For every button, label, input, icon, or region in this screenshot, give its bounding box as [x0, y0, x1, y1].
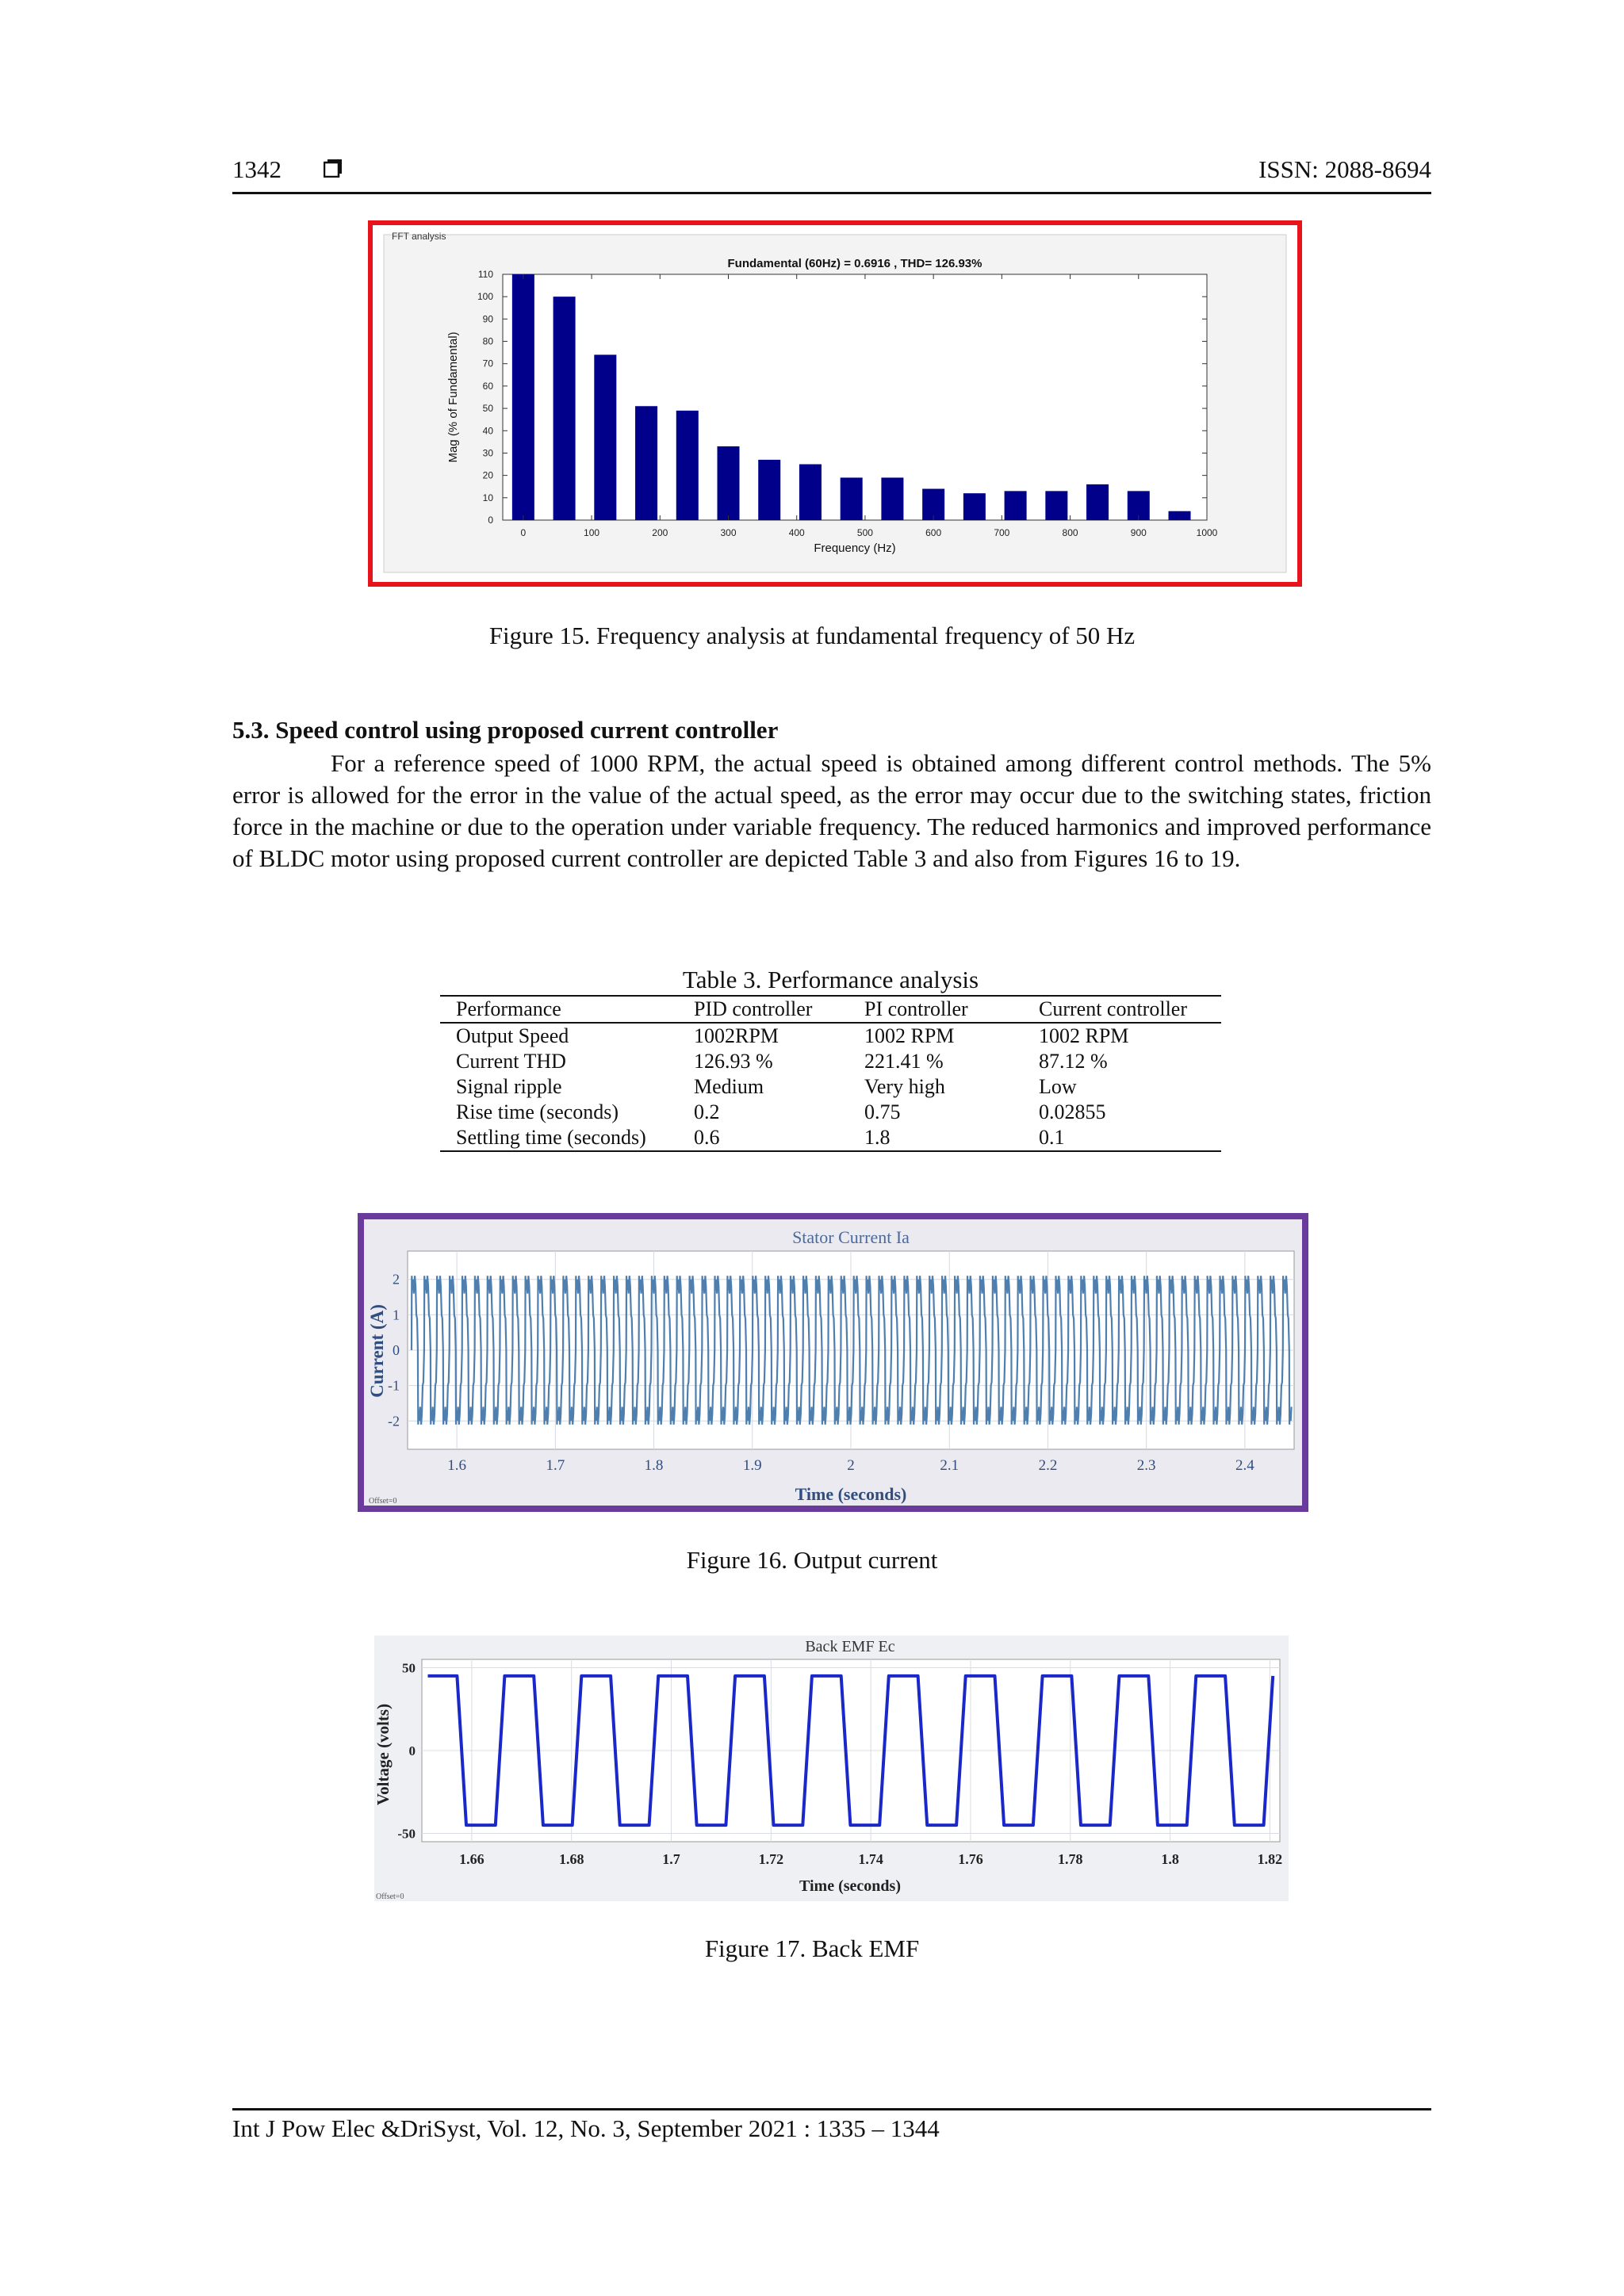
fft-y-tick-label: 0 — [488, 515, 493, 526]
table-cell: 126.93 % — [694, 1050, 773, 1073]
table-3-caption: Table 3. Performance analysis — [682, 966, 979, 993]
table-cell: Current THD — [456, 1050, 566, 1073]
table-cell: 0.02855 — [1039, 1100, 1106, 1123]
current-x-tick-label: 2 — [847, 1457, 855, 1474]
fft-y-tick-label: 60 — [482, 380, 493, 392]
table-cell: Medium — [694, 1075, 764, 1098]
stator-current-offset-label: Offset=0 — [369, 1497, 397, 1506]
emf-x-tick-label: 1.82 — [1257, 1851, 1283, 1867]
fft-bar — [963, 493, 986, 520]
page-number: 1342 — [232, 155, 282, 183]
fft-y-axis-label: Mag (% of Fundamental) — [446, 331, 460, 463]
emf-y-tick-label: 0 — [408, 1743, 416, 1758]
fft-bar — [512, 274, 534, 520]
fft-bar — [881, 477, 903, 520]
fft-y-tick-label: 30 — [482, 447, 493, 459]
fft-x-tick-label: 800 — [1062, 527, 1078, 538]
table-cell: 1002RPM — [694, 1024, 779, 1047]
table-row — [440, 1049, 1221, 1074]
current-x-tick-label: 2.4 — [1235, 1457, 1254, 1474]
table-cell: 0.6 — [694, 1126, 720, 1149]
emf-x-tick-label: 1.78 — [1058, 1851, 1083, 1867]
back-emf-offset-label: Offset=0 — [376, 1892, 404, 1901]
table-cell: Output Speed — [456, 1024, 569, 1047]
back-emf-x-label: Time (seconds) — [799, 1877, 901, 1895]
figure-16 — [358, 1213, 1308, 1512]
current-x-tick-label: 1.7 — [546, 1457, 565, 1474]
emf-x-tick-label: 1.74 — [858, 1851, 883, 1867]
back-emf-title: Back EMF Ec — [805, 1638, 895, 1655]
fft-bar — [676, 411, 699, 520]
fft-y-tick-label: 20 — [482, 469, 493, 481]
current-y-tick-label: 2 — [393, 1271, 400, 1288]
fft-bar — [1086, 484, 1109, 520]
fft-bar — [799, 465, 822, 520]
back-emf-chart — [374, 1636, 1289, 1901]
current-x-tick-label: 1.6 — [447, 1457, 466, 1474]
emf-x-tick-label: 1.76 — [958, 1851, 983, 1867]
emf-x-tick-label: 1.68 — [558, 1851, 584, 1867]
table-cell: 87.12 % — [1039, 1050, 1108, 1073]
table-header-cell: Performance — [456, 997, 561, 1020]
fft-x-tick-label: 600 — [925, 527, 942, 538]
fft-y-tick-label: 80 — [482, 335, 493, 347]
table-cell: Rise time (seconds) — [456, 1100, 619, 1123]
table-cell: 0.75 — [864, 1100, 901, 1123]
figure-17-caption: Figure 17. Back EMF — [704, 1934, 920, 1962]
section-body-paragraph — [232, 748, 1431, 874]
table-cell: Very high — [864, 1075, 945, 1098]
table-cell: Signal ripple — [456, 1075, 562, 1098]
back-emf-y-label: Voltage (volts) — [374, 1703, 393, 1806]
current-y-tick-label: 1 — [393, 1307, 400, 1323]
square-bullet-icon — [324, 159, 343, 178]
fft-bar — [1169, 511, 1191, 520]
figure-15 — [368, 220, 1302, 587]
table-header-cell: PID controller — [694, 997, 813, 1020]
current-x-tick-label: 1.8 — [644, 1457, 664, 1474]
emf-x-tick-label: 1.66 — [459, 1851, 485, 1867]
fft-x-tick-label: 400 — [788, 527, 805, 538]
footer-rule — [232, 2108, 1431, 2110]
figure-17 — [374, 1636, 1289, 1901]
figure-16-caption: Figure 16. Output current — [686, 1546, 938, 1574]
emf-x-tick-label: 1.72 — [758, 1851, 784, 1867]
fft-y-tick-label: 40 — [482, 425, 493, 437]
table-row — [440, 1074, 1221, 1100]
header-rule — [232, 192, 1431, 194]
stator-current-chart — [364, 1219, 1302, 1506]
fft-x-axis-label: Frequency (Hz) — [814, 541, 896, 555]
performance-table — [440, 995, 1221, 1152]
fft-y-tick-label: 110 — [477, 269, 493, 280]
table-cell: 1.8 — [864, 1126, 891, 1149]
stator-current-title: Stator Current Ia — [792, 1227, 910, 1247]
stator-current-y-label: Current (A) — [367, 1304, 387, 1398]
fft-x-tick-label: 0 — [520, 527, 527, 538]
current-y-tick-label: 0 — [393, 1342, 400, 1358]
table-row — [440, 1023, 1221, 1049]
section-body-text: For a reference speed of 1000 RPM, the actual speed is obtained among different control methods. The 5% error is allowed for the error in the value of the actual speed, as the error may occur due to the switching states, friction force in the machine or due to the operation under variable frequency. The reduced harmonics and improved performance of BLDC motor using proposed current controller are depicted Table 3 and also from Figures 16 to 19. — [232, 749, 1431, 872]
fft-bar-chart — [373, 225, 1297, 582]
fft-bar — [841, 477, 863, 520]
fft-panel-label: FFT analysis — [392, 231, 446, 242]
current-x-tick-label: 2.1 — [940, 1457, 959, 1474]
emf-y-tick-label: -50 — [397, 1826, 416, 1842]
table-header-row — [440, 996, 1221, 1023]
fft-x-tick-label: 700 — [994, 527, 1010, 538]
table-cell: Low — [1039, 1075, 1077, 1098]
table-cell: 1002 RPM — [864, 1024, 955, 1047]
emf-y-tick-label: 50 — [402, 1660, 416, 1676]
table-row — [440, 1100, 1221, 1125]
journal-citation: Int J Pow Elec &DriSyst, Vol. 12, No. 3, September 2021 : 1335 – 1344 — [232, 2114, 940, 2142]
fft-y-tick-label: 50 — [482, 403, 493, 415]
table-cell: Settling time (seconds) — [456, 1126, 646, 1149]
table-header-cell: PI controller — [864, 997, 968, 1020]
fft-y-tick-label: 70 — [482, 358, 493, 369]
figure-15-caption: Figure 15. Frequency analysis at fundamental frequency of 50 Hz — [488, 622, 1136, 649]
table-cell: 0.2 — [694, 1100, 720, 1123]
fft-bar — [553, 297, 576, 520]
current-x-tick-label: 1.9 — [742, 1457, 762, 1474]
current-x-tick-label: 2.3 — [1136, 1457, 1156, 1474]
issn-label: ISSN: 2088-8694 — [1258, 155, 1431, 183]
fft-y-tick-label: 100 — [477, 291, 493, 303]
fft-x-tick-label: 100 — [584, 527, 600, 538]
fft-bar — [718, 446, 740, 520]
fft-x-tick-label: 500 — [856, 527, 873, 538]
fft-y-tick-label: 10 — [482, 492, 493, 503]
emf-x-tick-label: 1.8 — [1161, 1851, 1179, 1867]
table-header-cell: Current controller — [1039, 997, 1187, 1020]
emf-x-tick-label: 1.7 — [662, 1851, 680, 1867]
table-cell: 221.41 % — [864, 1050, 944, 1073]
fft-y-tick-label: 90 — [482, 313, 493, 325]
current-y-tick-label: -2 — [388, 1413, 400, 1429]
fft-x-tick-label: 900 — [1130, 527, 1147, 538]
fft-bar — [1005, 491, 1027, 520]
table-cell: 0.1 — [1039, 1126, 1065, 1149]
section-heading: 5.3. Speed control using proposed current controller — [232, 716, 779, 744]
fft-x-tick-label: 300 — [720, 527, 737, 538]
fft-bar — [635, 406, 657, 520]
stator-current-x-label: Time (seconds) — [795, 1484, 907, 1504]
current-x-tick-label: 2.2 — [1038, 1457, 1058, 1474]
table-cell: 1002 RPM — [1039, 1024, 1129, 1047]
fft-bar — [594, 354, 616, 520]
table-row — [440, 1125, 1221, 1151]
fft-bar — [1045, 491, 1067, 520]
current-y-tick-label: -1 — [388, 1377, 400, 1394]
fft-x-tick-label: 1000 — [1196, 527, 1218, 538]
fft-bar — [758, 460, 780, 520]
fft-chart-title: Fundamental (60Hz) = 0.6916 , THD= 126.93% — [727, 257, 982, 270]
fft-x-tick-label: 200 — [652, 527, 668, 538]
